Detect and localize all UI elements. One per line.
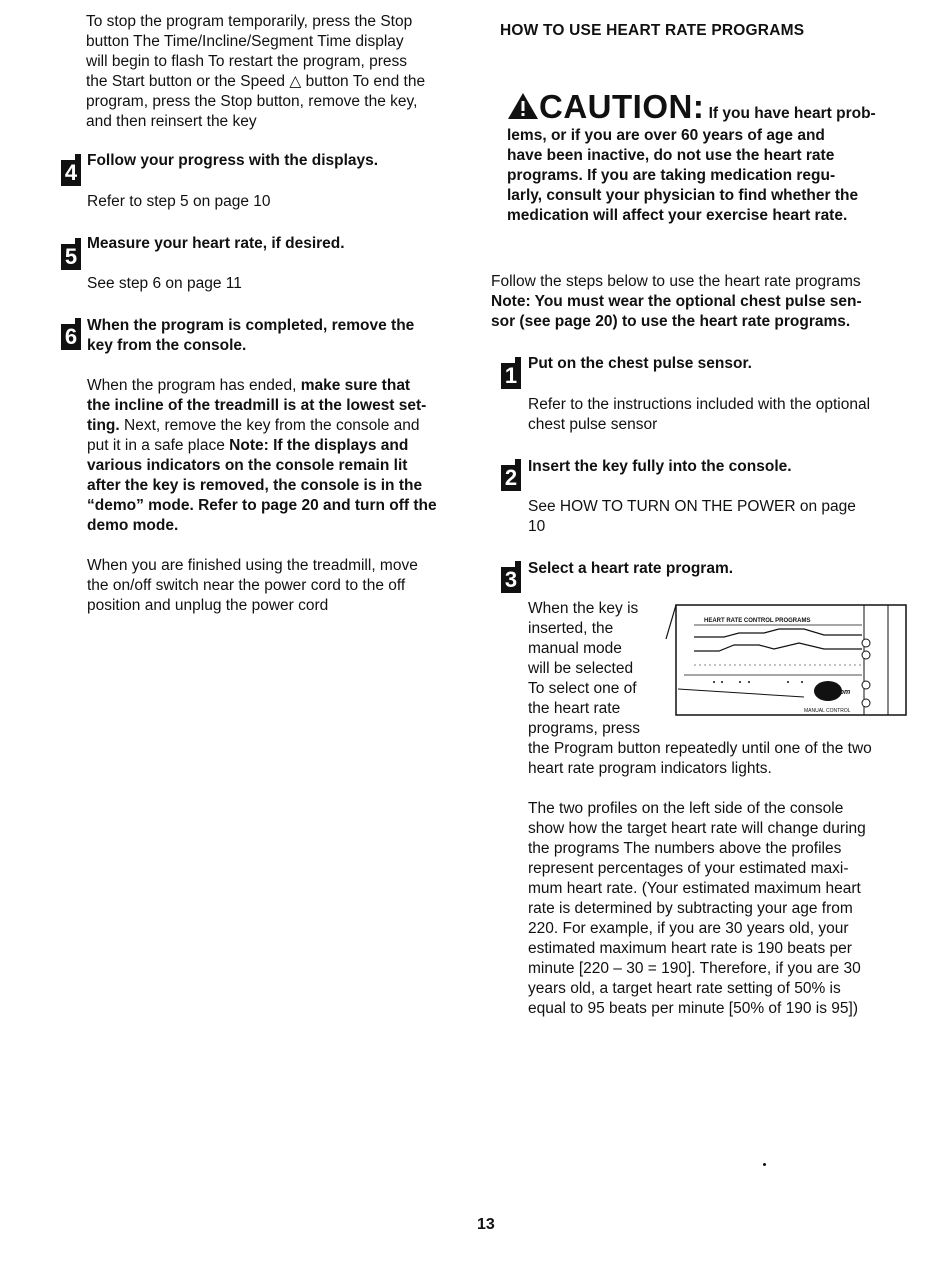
step-1-body: Refer to the instructions included with the optional chest pulse sensor	[528, 396, 871, 433]
step-5-number: 5	[61, 244, 81, 270]
step-3-wrap-text: When the key is inserted, the manual mode will be selected To select one of the heart rate programs, press	[528, 600, 640, 737]
step-2-number: 2	[501, 465, 521, 491]
ifit-logo: iFIT.com	[822, 689, 851, 696]
follow-text: Follow the steps below to use the heart rate programs Note: You must wear the optional chest pulse sen- sor (see page 20) to use the heart rate programs.	[491, 273, 862, 330]
step-4-body: Refer to step 5 on page 10	[87, 193, 271, 210]
step-3-number: 3	[501, 567, 521, 593]
profiles-paragraph: The two profiles on the left side of the console show how the target heart rate will change during the programs The numbers above the profiles represent percentages of your estimated maxi- mum heart rate. (Your estimated maximum heart rate is determined by subtracting your age from 220. For example, if you are 30 years old, your estimated maximum heart rate is 190 beats per minute [220 – 30 = 190]. Therefore, if you are 30 years old, a target heart rate setting of 50% is equal to 95 beats per minute [50% of 190 is 95])	[528, 800, 866, 1017]
finish-paragraph: When you are finished using the treadmill, move the on/off switch near the power cord to the off position and unplug the power cord	[87, 557, 418, 614]
step-1-number: 1	[501, 363, 521, 389]
step-3-title: Select a heart rate program.	[528, 560, 734, 577]
console-illustration	[664, 599, 910, 721]
section-heading: HOW TO USE HEART RATE PROGRAMS	[500, 22, 805, 39]
step-1-title: Put on the chest pulse sensor.	[528, 355, 752, 372]
console-header-label: HEART RATE CONTROL PROGRAMS	[704, 618, 811, 624]
step-5-body: See step 6 on page 11	[87, 275, 242, 292]
stray-dot	[763, 1163, 766, 1166]
caution-block: CAUTION: If you have heart prob- lems, or if you are over 60 years of age and have been inactive, do not use the heart rate programs. If you are taking medication regu- larly, consult your physician to find whether the medication will affect your exercise heart rate.	[507, 88, 907, 226]
step-2-body: See HOW TO TURN ON THE POWER on page 10	[528, 498, 856, 535]
page-number: 13	[477, 1216, 495, 1233]
step-2-title: Insert the key fully into the console.	[528, 458, 792, 475]
step-5-title: Measure your heart rate, if desired.	[87, 235, 345, 252]
console-footer-label: MANUAL CONTROL	[804, 708, 851, 714]
warning-triangle-icon	[507, 92, 539, 120]
step-4-title: Follow your progress with the displays.	[87, 152, 379, 169]
caution-word: CAUTION:	[539, 88, 705, 125]
caution-text: lems, or if you are over 60 years of age and have been inactive, do not use the heart rate programs. If you are taking medication regu- larly, consult your physician to find whether the medication will affect your exercise heart rate.	[507, 127, 859, 224]
step-6-title: When the program is completed, remove the key from the console.	[87, 317, 415, 354]
step-6-number: 6	[61, 324, 81, 350]
step-3-after-text: the Program button repeatedly until one of the two heart rate program indicators lights.	[528, 740, 872, 777]
intro-paragraph: To stop the program temporarily, press the Stop button The Time/Incline/Segment Time display will begin to flash To restart the program, press the Start button or the Speed △ button To end the program, press the Stop button, remove the key, and then reinsert the key	[86, 13, 426, 130]
step-6-paragraph: When the program has ended, make sure that the incline of the treadmill is at the lowest set- ting. Next, remove the key from the console and put it in a safe place Note: If the displays and various indicators on the console remain lit after the key is removed, the console is in the “demo” mode. Refer to page 20 and turn off the demo mode.	[87, 377, 437, 534]
step-4-number: 4	[61, 160, 81, 186]
